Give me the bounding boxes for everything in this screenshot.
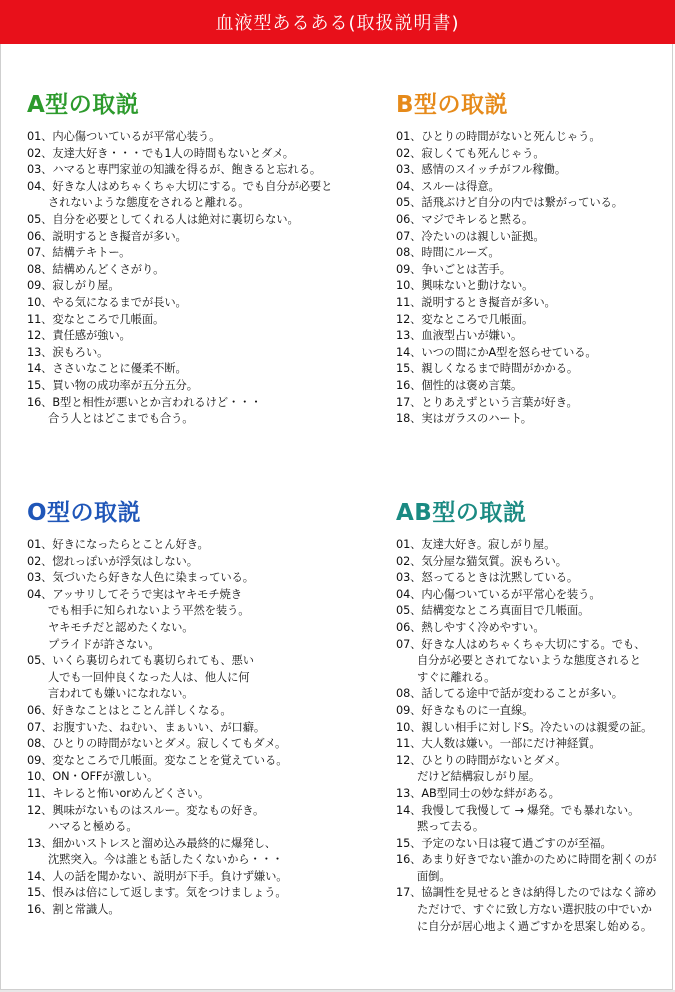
list-item: 01、内心傷ついているが平常心装う。	[27, 130, 221, 143]
list-item: 10、興味ないと動けない。	[396, 279, 534, 293]
section-title-o: O型の取説	[27, 500, 142, 526]
list-item: 06、マジでキレると黙る。	[396, 212, 534, 226]
section-type-o	[27, 494, 382, 919]
list-item: 14、ささいなことに優柔不断。	[27, 362, 187, 376]
list-item: 11、キレると怖いorめんどくさい。	[27, 786, 210, 800]
list-item: 18、実はガラスのハート。	[396, 412, 532, 426]
list-item: 14、我慢して我慢して → 爆発。でも暴れない。	[396, 803, 640, 817]
list-item: 12、変なところで几帳面。	[396, 312, 534, 326]
list-item: 01、ひとりの時間がないと死んじゃう。	[396, 130, 601, 143]
list-item: でも相手に知られないよう平然を装う。	[27, 604, 250, 618]
list-item: 07、冷たいのは親しい証拠。	[396, 229, 545, 243]
list-item: 09、変なところで几帳面。変なことを覚えている。	[27, 753, 288, 767]
list-item: 17、協調性を見せるときは納得したのではなく諦め	[396, 886, 657, 900]
item-list-b	[396, 129, 668, 428]
list-item: 09、好きなものに一直線。	[396, 703, 534, 717]
list-item: 09、寂しがり屋。	[27, 279, 120, 293]
list-item: 02、友達大好き・・・でも1人の時間もないとダメ。	[27, 146, 294, 160]
page-title: 血液型あるある(取扱説明書)	[215, 13, 460, 34]
list-item: されないような態度をされると離れる。	[27, 196, 250, 210]
list-item: 02、惚れっぽいが浮気はしない。	[27, 554, 198, 568]
list-item: 01、友達大好き。寂しがり屋。	[396, 538, 556, 551]
list-item: 11、大人数は嫌い。一部にだけ神経質。	[396, 737, 601, 751]
list-item: 11、変なところで几帳面。	[27, 312, 165, 326]
list-item: 13、涙もろい。	[27, 345, 109, 359]
list-item: 09、争いごとは苦手。	[396, 262, 511, 276]
list-item: 16、個性的は褒め言葉。	[396, 378, 523, 392]
section-title-ab: AB型の取説	[396, 500, 527, 526]
item-list-o	[27, 537, 382, 919]
list-item: だけど結構寂しがり屋。	[396, 770, 541, 784]
list-item: 14、いつの間にかA型を怒らせている。	[396, 345, 597, 359]
list-item: 08、話してる途中で話が変わることが多い。	[396, 687, 623, 701]
list-item: 05、結構変なところ真面目で几帳面。	[396, 604, 590, 618]
list-item: 10、ON・OFFが激しい。	[27, 770, 159, 784]
list-item: 04、スルーは得意。	[396, 179, 500, 193]
list-item: 15、予定のない日は寝て過ごすのが至福。	[396, 836, 612, 850]
list-item: に自分が居心地よく過ごすかを思案し始める。	[396, 919, 653, 933]
list-item: すぐに離れる。	[396, 670, 496, 684]
list-item: 07、好きな人はめちゃくちゃ大切にする。でも、	[396, 637, 646, 651]
list-item: ヤキモチだと認めたくない。	[27, 620, 194, 634]
list-item: 面倒。	[396, 869, 451, 883]
list-item: 13、AB型同士の妙な絆がある。	[396, 786, 560, 800]
list-item: 05、話飛ぶけど自分の内では繋がっている。	[396, 196, 623, 210]
list-item: 自分が必要とされてないような態度されると	[396, 654, 641, 668]
list-item: 11、説明するとき擬音が多い。	[396, 295, 556, 309]
list-item: 合う人とはどこまでも合う。	[27, 412, 194, 426]
list-item: 15、買い物の成功率が五分五分。	[27, 378, 198, 392]
list-item: ただけで、すぐに致し方ない選択肢の中でいか	[396, 903, 652, 917]
list-item: 15、恨みは倍にして返します。気をつけましょう。	[27, 886, 287, 900]
list-item: 08、結構めんどくさがり。	[27, 262, 165, 276]
list-item: 02、気分屋な猫気質。涙もろい。	[396, 554, 567, 568]
list-item: 08、時間にルーズ。	[396, 246, 500, 260]
list-item: プライドが許さない。	[27, 637, 160, 651]
header-banner	[0, 0, 675, 44]
list-item: 言われても嫌いになれない。	[27, 687, 194, 701]
section-type-ab	[396, 494, 671, 935]
list-item: 17、とりあえずという言葉が好き。	[396, 395, 578, 409]
list-item: 03、気づいたら好きな人色に染まっている。	[27, 571, 254, 585]
list-item: 12、責任感が強い。	[27, 329, 131, 343]
list-item: 03、感情のスイッチがフル稼働。	[396, 163, 567, 177]
list-item: 12、ひとりの時間がないとダメ。	[396, 753, 567, 767]
list-item: 06、好きなことはとことん詳しくなる。	[27, 703, 232, 717]
list-item: 16、あまり好きでない誰かのために時間を割くのが	[396, 853, 657, 867]
section-type-b	[396, 86, 668, 428]
list-item: 04、好きな人はめちゃくちゃ大切にする。でも自分が必要と	[27, 179, 333, 193]
list-item: 12、興味がないものはスルー。変なもの好き。	[27, 803, 265, 817]
item-list-a	[27, 129, 342, 428]
list-item: 05、自分を必要としてくれる人は絶対に裏切らない。	[27, 212, 299, 226]
section-title-b: B型の取説	[396, 92, 509, 118]
list-item: ハマると極める。	[27, 820, 138, 834]
list-item: 01、好きになったらとことん好き。	[27, 538, 209, 551]
list-item: 03、ハマると専門家並の知識を得るが、飽きると忘れる。	[27, 163, 322, 177]
list-item: 04、アッサリしてそうで実はヤキモチ焼き	[27, 587, 242, 601]
list-item: 13、血液型占いが嫌い。	[396, 329, 523, 343]
list-item: 16、割と常識人。	[27, 903, 120, 917]
list-item: 16、B型と相性が悪いとか言われるけど・・・	[27, 395, 262, 409]
list-item: 14、人の話を聞かない、説明が下手。負けず嫌い。	[27, 869, 288, 883]
list-item: 10、親しい相手に対しドS。冷たいのは親愛の証。	[396, 720, 653, 734]
list-item: 06、説明するとき擬音が多い。	[27, 229, 187, 243]
item-list-ab	[396, 537, 671, 935]
list-item: 沈黙突入。今は誰とも話したくないから・・・	[27, 853, 284, 867]
list-item: 08、ひとりの時間がないとダメ。寂しくてもダメ。	[27, 737, 287, 751]
list-item: 07、お腹すいた、ねむい、まぁいい、が口癖。	[27, 720, 266, 734]
list-item: 06、熱しやすく冷めやすい。	[396, 620, 545, 634]
list-item: 10、やる気になるまでが長い。	[27, 295, 187, 309]
list-item: 黙って去る。	[396, 820, 485, 834]
section-type-a	[27, 86, 342, 428]
section-title-a: A型の取説	[27, 92, 140, 118]
list-item: 02、寂しくても死んじゃう。	[396, 146, 545, 160]
list-item: 15、親しくなるまで時間がかかる。	[396, 362, 579, 376]
list-item: 13、細かいストレスと溜め込み最終的に爆発し、	[27, 836, 276, 850]
list-item: 人でも一回仲良くなった人は、他人に何	[27, 670, 250, 684]
list-item: 05、いくら裏切られても裏切られても、悪い	[27, 654, 254, 668]
list-item: 04、内心傷ついているが平常心を装う。	[396, 587, 601, 601]
list-item: 07、結構テキトー。	[27, 246, 131, 260]
list-item: 03、怒ってるときは沈黙している。	[396, 571, 579, 585]
